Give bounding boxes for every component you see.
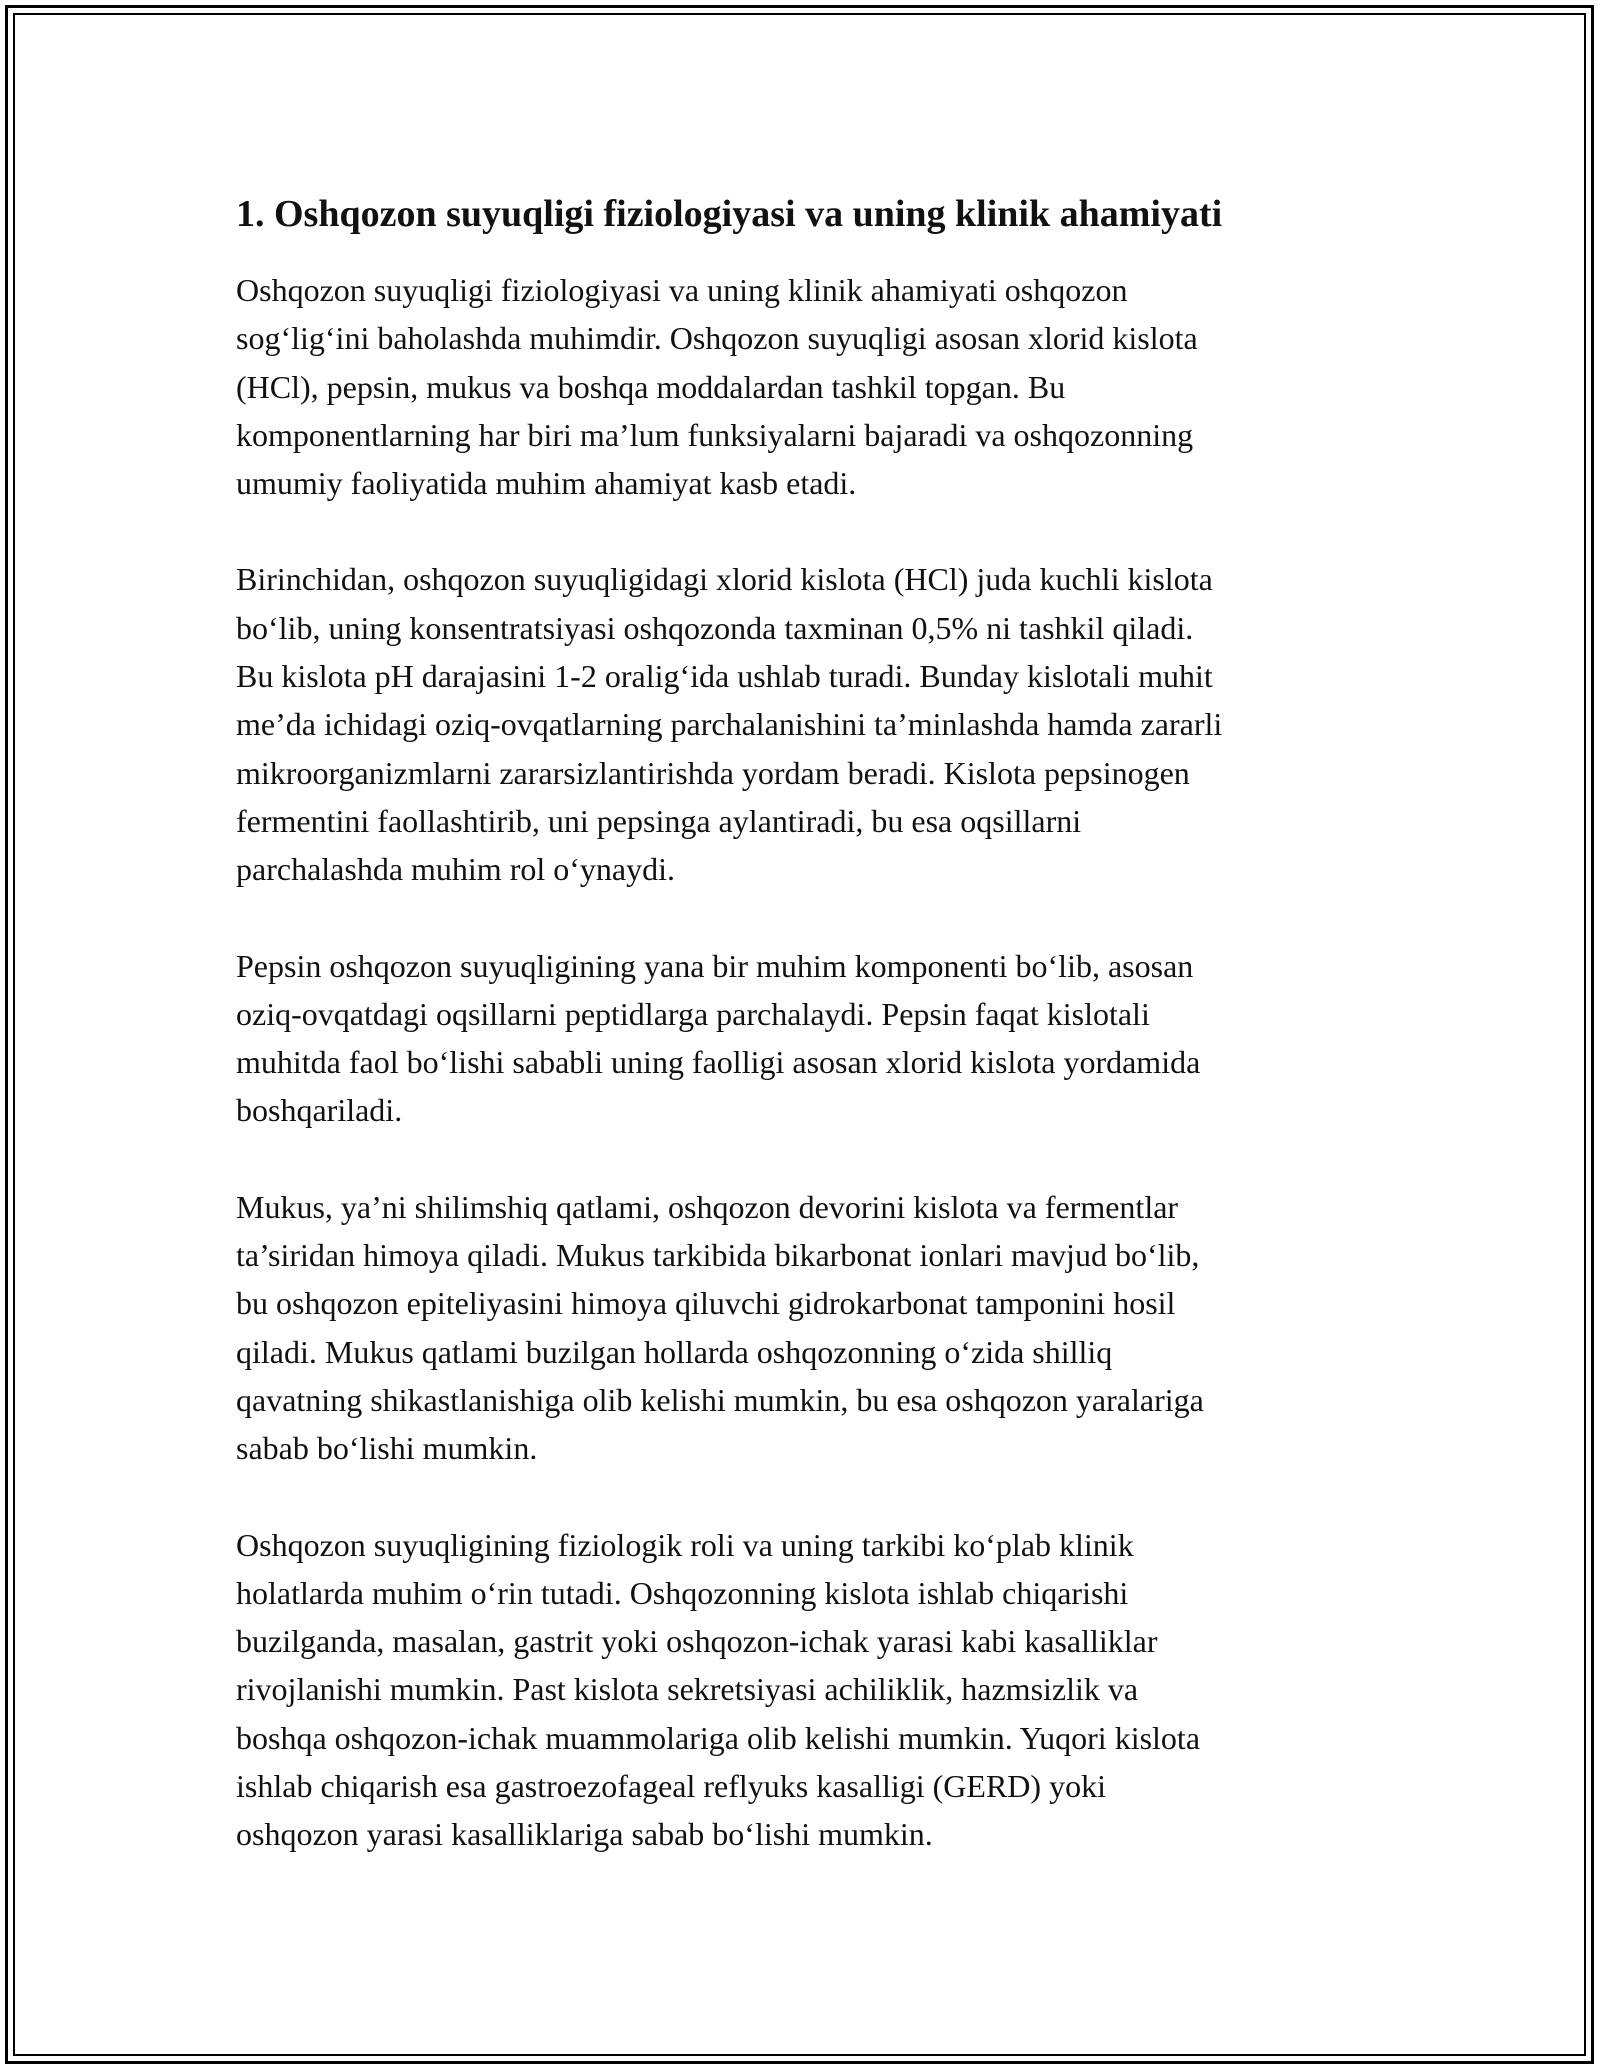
paragraph-mucus bbox=[236, 1183, 1386, 1473]
text-line: buzilganda, masalan, gastrit yoki oshqozon-ichak yarasi kabi kasalliklar bbox=[236, 1623, 1158, 1660]
text-line: holatlarda muhim o‘rin tutadi. Oshqozonning kislota ishlab chiqarishi bbox=[236, 1574, 1129, 1611]
document-body bbox=[236, 186, 1386, 1907]
text-line: oziq-ovqatdagi oqsillarni peptidlarga parchalaydi. Pepsin faqat kislotali bbox=[236, 995, 1150, 1032]
text-line: Oshqozon suyuqligi fiziologiyasi va uning klinik ahamiyati oshqozon bbox=[236, 272, 1128, 308]
paragraph-pepsin bbox=[236, 942, 1386, 1135]
text-line: oshqozon yarasi kasalliklariga sabab bo‘lishi mumkin. bbox=[236, 1816, 933, 1853]
text-line: me’da ichidagi oziq-ovqatlarning parchalanishini ta’minlashda hamda zararli bbox=[236, 706, 1223, 743]
text-line: bu oshqozon epiteliyasini himoya qiluvchi gidrokarbonat tamponini hosil bbox=[236, 1285, 1176, 1322]
text-line: bo‘lib, uning konsentratsiyasi oshqozonda taxminan 0,5% ni tashkil qiladi. bbox=[236, 609, 1194, 646]
text-line: parchalashda muhim rol o‘ynaydi. bbox=[236, 851, 675, 888]
paragraph-intro bbox=[236, 266, 1386, 507]
text-line: fermentini faollashtirib, uni pepsinga aylantiradi, bu esa oqsillarni bbox=[236, 802, 1082, 839]
paragraph-clinical bbox=[236, 1521, 1386, 1859]
text-line: mikroorganizmlarni zararsizlantirishda yordam beradi. Kislota pepsinogen bbox=[236, 754, 1190, 791]
text-line: muhitda faol bo‘lishi sababli uning faolligi asosan xlorid kislota yordamida bbox=[236, 1044, 1201, 1081]
text-line: sog‘lig‘ini baholashda muhimdir. Oshqozon suyuqligi asosan xlorid kislota bbox=[236, 320, 1198, 357]
text-line: qavatning shikastlanishiga olib kelishi mumkin, bu esa oshqozon yaralariga bbox=[236, 1381, 1204, 1418]
text-line: Pepsin oshqozon suyuqligining yana bir muhim komponenti bo‘lib, asosan bbox=[236, 947, 1194, 984]
text-line: ishlab chiqarish esa gastroezofageal reflyuks kasalligi (GERD) yoki bbox=[236, 1768, 1106, 1805]
text-line: boshqariladi. bbox=[236, 1092, 403, 1129]
text-line: qiladi. Mukus qatlami buzilgan hollarda oshqozonning o‘zida shilliq bbox=[236, 1333, 1113, 1370]
text-line: (HCl), pepsin, mukus va boshqa moddalardan tashkil topgan. Bu bbox=[236, 368, 1066, 405]
text-line: ta’siridan himoya qiladi. Mukus tarkibida bikarbonat ionlari mavjud bo‘lib, bbox=[236, 1237, 1200, 1274]
text-line: Mukus, ya’ni shilimshiq qatlami, oshqozon devorini kislota va fermentlar bbox=[236, 1188, 1179, 1225]
text-line: Birinchidan, oshqozon suyuqligidagi xlorid kislota (HCl) juda kuchli kislota bbox=[236, 561, 1213, 598]
text-line: umumiy faoliyatida muhim ahamiyat kasb etadi. bbox=[236, 465, 857, 502]
text-line: Oshqozon suyuqligining fiziologik roli va uning tarkibi ko‘plab klinik bbox=[236, 1526, 1134, 1563]
text-line: komponentlarning har biri ma’lum funksiyalarni bajaradi va oshqozonning bbox=[236, 416, 1194, 453]
document-title: 1. Oshqozon suyuqligi fiziologiyasi va uning klinik ahamiyati bbox=[236, 193, 1223, 235]
text-line: sabab bo‘lishi mumkin. bbox=[236, 1430, 538, 1467]
text-line: boshqa oshqozon-ichak muammolariga olib kelishi mumkin. Yuqori kislota bbox=[236, 1719, 1201, 1756]
text-line: rivojlanishi mumkin. Past kislota sekretsiyasi achiliklik, hazmsizlik va bbox=[236, 1671, 1139, 1708]
paragraph-hcl bbox=[236, 555, 1386, 893]
text-line: Bu kislota pH darajasini 1-2 oralig‘ida ushlab turadi. Bunday kislotali muhit bbox=[236, 658, 1213, 695]
